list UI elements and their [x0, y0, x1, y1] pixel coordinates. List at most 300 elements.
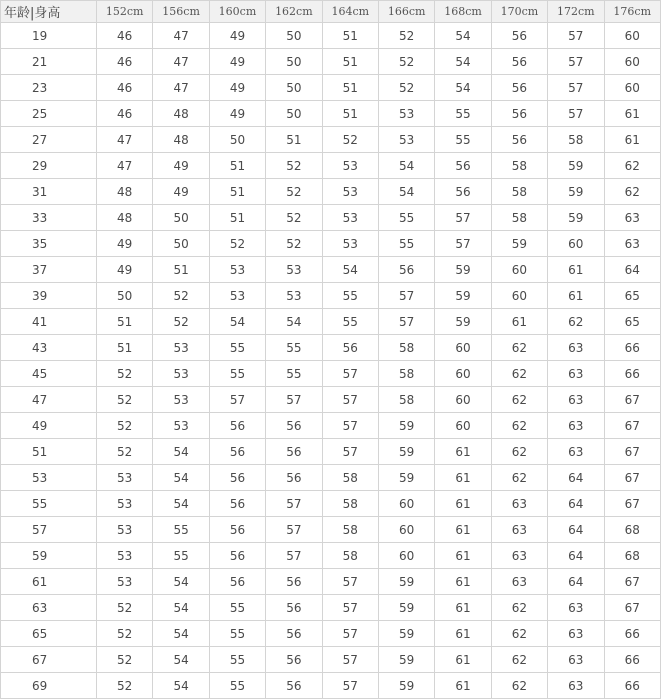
table-row [1, 75, 661, 101]
weight-cell: 56 [322, 335, 378, 361]
weight-cell: 50 [153, 231, 209, 257]
age-cell: 41 [1, 309, 97, 335]
table-row [1, 543, 661, 569]
table-row [1, 49, 661, 75]
weight-cell: 55 [209, 647, 265, 673]
weight-cell: 51 [322, 23, 378, 49]
weight-cell: 64 [548, 491, 604, 517]
weight-cell: 58 [378, 361, 434, 387]
age-cell: 55 [1, 491, 97, 517]
weight-cell: 60 [378, 517, 434, 543]
table-row [1, 621, 661, 647]
weight-cell: 52 [153, 283, 209, 309]
weight-cell: 62 [604, 179, 660, 205]
weight-cell: 57 [322, 387, 378, 413]
weight-cell: 57 [548, 23, 604, 49]
column-header-156cm: 156cm [153, 1, 209, 23]
weight-cell: 59 [435, 309, 491, 335]
weight-cell: 55 [266, 335, 322, 361]
weight-cell: 60 [435, 413, 491, 439]
table-row [1, 101, 661, 127]
table-row [1, 439, 661, 465]
age-cell: 65 [1, 621, 97, 647]
weight-cell: 66 [604, 673, 660, 699]
weight-cell: 61 [435, 491, 491, 517]
weight-cell: 53 [266, 283, 322, 309]
weight-cell: 61 [435, 465, 491, 491]
weight-cell: 61 [435, 439, 491, 465]
weight-cell: 52 [266, 205, 322, 231]
weight-cell: 52 [97, 387, 153, 413]
weight-cell: 67 [604, 413, 660, 439]
weight-cell: 58 [378, 335, 434, 361]
age-cell: 49 [1, 413, 97, 439]
weight-cell: 51 [97, 335, 153, 361]
table-row [1, 205, 661, 231]
weight-cell: 56 [209, 465, 265, 491]
weight-cell: 51 [209, 205, 265, 231]
weight-cell: 60 [604, 75, 660, 101]
weight-cell: 66 [604, 361, 660, 387]
weight-cell: 50 [153, 205, 209, 231]
weight-cell: 56 [491, 49, 547, 75]
weight-cell: 59 [378, 569, 434, 595]
weight-cell: 63 [548, 361, 604, 387]
weight-cell: 52 [97, 647, 153, 673]
weight-cell: 53 [209, 257, 265, 283]
weight-cell: 57 [322, 361, 378, 387]
weight-cell: 53 [153, 387, 209, 413]
weight-cell: 62 [604, 153, 660, 179]
weight-cell: 57 [322, 595, 378, 621]
weight-cell: 67 [604, 569, 660, 595]
column-header-164cm: 164cm [322, 1, 378, 23]
weight-cell: 67 [604, 465, 660, 491]
weight-cell: 48 [97, 179, 153, 205]
weight-cell: 56 [266, 647, 322, 673]
weight-cell: 46 [97, 23, 153, 49]
weight-cell: 66 [604, 621, 660, 647]
weight-cell: 48 [97, 205, 153, 231]
weight-cell: 56 [266, 439, 322, 465]
weight-cell: 64 [548, 543, 604, 569]
age-cell: 51 [1, 439, 97, 465]
weight-cell: 54 [209, 309, 265, 335]
weight-cell: 61 [435, 595, 491, 621]
weight-cell: 50 [266, 101, 322, 127]
weight-cell: 56 [378, 257, 434, 283]
weight-cell: 62 [491, 439, 547, 465]
column-header-162cm: 162cm [266, 1, 322, 23]
table-row [1, 517, 661, 543]
weight-cell: 53 [97, 543, 153, 569]
age-cell: 59 [1, 543, 97, 569]
weight-cell: 54 [153, 673, 209, 699]
table-row [1, 569, 661, 595]
table-row [1, 387, 661, 413]
weight-cell: 47 [97, 127, 153, 153]
weight-cell: 56 [209, 439, 265, 465]
weight-cell: 56 [435, 153, 491, 179]
weight-cell: 47 [153, 75, 209, 101]
weight-cell: 55 [209, 335, 265, 361]
weight-cell: 57 [378, 309, 434, 335]
weight-cell: 50 [209, 127, 265, 153]
weight-cell: 50 [266, 23, 322, 49]
weight-cell: 53 [97, 569, 153, 595]
weight-cell: 52 [378, 75, 434, 101]
weight-cell: 60 [435, 387, 491, 413]
weight-cell: 58 [548, 127, 604, 153]
weight-cell: 60 [378, 491, 434, 517]
weight-cell: 52 [209, 231, 265, 257]
weight-cell: 52 [266, 179, 322, 205]
weight-cell: 68 [604, 517, 660, 543]
weight-cell: 56 [266, 465, 322, 491]
table-row [1, 491, 661, 517]
table-row [1, 23, 661, 49]
weight-cell: 67 [604, 491, 660, 517]
weight-cell: 63 [604, 205, 660, 231]
weight-cell: 60 [604, 49, 660, 75]
weight-cell: 59 [378, 465, 434, 491]
table-row [1, 595, 661, 621]
weight-cell: 55 [266, 361, 322, 387]
weight-cell: 52 [266, 231, 322, 257]
age-cell: 69 [1, 673, 97, 699]
weight-cell: 56 [491, 23, 547, 49]
weight-cell: 56 [266, 413, 322, 439]
weight-cell: 55 [322, 309, 378, 335]
weight-cell: 53 [322, 153, 378, 179]
weight-cell: 54 [322, 257, 378, 283]
table-row [1, 413, 661, 439]
weight-cell: 57 [378, 283, 434, 309]
weight-cell: 60 [435, 335, 491, 361]
weight-cell: 67 [604, 595, 660, 621]
weight-cell: 53 [209, 283, 265, 309]
weight-cell: 53 [322, 231, 378, 257]
weight-cell: 55 [435, 127, 491, 153]
weight-cell: 58 [491, 179, 547, 205]
weight-cell: 58 [491, 153, 547, 179]
weight-cell: 57 [322, 439, 378, 465]
weight-cell: 51 [322, 49, 378, 75]
weight-cell: 56 [209, 517, 265, 543]
weight-cell: 47 [97, 153, 153, 179]
weight-cell: 50 [266, 49, 322, 75]
table-row [1, 465, 661, 491]
table-row [1, 283, 661, 309]
weight-cell: 63 [548, 439, 604, 465]
weight-cell: 56 [266, 673, 322, 699]
age-cell: 43 [1, 335, 97, 361]
weight-cell: 60 [378, 543, 434, 569]
weight-cell: 48 [153, 101, 209, 127]
weight-cell: 54 [153, 491, 209, 517]
age-cell: 35 [1, 231, 97, 257]
weight-cell: 63 [491, 569, 547, 595]
weight-cell: 52 [97, 413, 153, 439]
age-cell: 53 [1, 465, 97, 491]
age-cell: 21 [1, 49, 97, 75]
weight-cell: 62 [491, 647, 547, 673]
weight-cell: 53 [97, 465, 153, 491]
corner-header-cell: 年龄|身高 [1, 1, 97, 23]
age-cell: 67 [1, 647, 97, 673]
weight-cell: 62 [548, 309, 604, 335]
weight-cell: 54 [378, 153, 434, 179]
weight-cell: 57 [266, 517, 322, 543]
weight-cell: 56 [491, 101, 547, 127]
weight-cell: 68 [604, 543, 660, 569]
weight-cell: 55 [322, 283, 378, 309]
weight-cell: 61 [548, 283, 604, 309]
weight-cell: 54 [378, 179, 434, 205]
weight-cell: 59 [548, 153, 604, 179]
weight-cell: 63 [548, 335, 604, 361]
weight-cell: 52 [97, 595, 153, 621]
weight-cell: 57 [322, 413, 378, 439]
weight-cell: 54 [153, 647, 209, 673]
weight-cell: 57 [548, 49, 604, 75]
weight-cell: 53 [378, 101, 434, 127]
weight-cell: 63 [548, 647, 604, 673]
weight-cell: 54 [266, 309, 322, 335]
weight-cell: 63 [491, 491, 547, 517]
weight-cell: 51 [322, 75, 378, 101]
table-body [1, 23, 661, 699]
weight-cell: 54 [153, 439, 209, 465]
weight-cell: 51 [153, 257, 209, 283]
weight-cell: 61 [435, 621, 491, 647]
weight-cell: 61 [435, 517, 491, 543]
weight-cell: 56 [209, 491, 265, 517]
weight-cell: 55 [435, 101, 491, 127]
weight-cell: 61 [435, 569, 491, 595]
weight-cell: 52 [378, 49, 434, 75]
weight-cell: 64 [548, 517, 604, 543]
weight-cell: 56 [491, 75, 547, 101]
weight-cell: 46 [97, 101, 153, 127]
age-cell: 39 [1, 283, 97, 309]
weight-cell: 62 [491, 595, 547, 621]
table-row [1, 127, 661, 153]
weight-cell: 66 [604, 335, 660, 361]
weight-cell: 61 [604, 127, 660, 153]
age-cell: 57 [1, 517, 97, 543]
weight-cell: 63 [548, 595, 604, 621]
weight-cell: 49 [209, 49, 265, 75]
weight-cell: 61 [604, 101, 660, 127]
age-cell: 63 [1, 595, 97, 621]
weight-cell: 51 [322, 101, 378, 127]
weight-cell: 57 [266, 387, 322, 413]
age-cell: 31 [1, 179, 97, 205]
weight-cell: 61 [435, 673, 491, 699]
age-cell: 27 [1, 127, 97, 153]
weight-cell: 60 [491, 283, 547, 309]
weight-cell: 58 [322, 517, 378, 543]
weight-cell: 62 [491, 387, 547, 413]
column-header-172cm: 172cm [548, 1, 604, 23]
weight-cell: 50 [97, 283, 153, 309]
weight-cell: 63 [548, 387, 604, 413]
column-header-160cm: 160cm [209, 1, 265, 23]
weight-cell: 59 [548, 205, 604, 231]
weight-cell: 55 [209, 595, 265, 621]
weight-cell: 62 [491, 413, 547, 439]
weight-cell: 61 [491, 309, 547, 335]
weight-cell: 54 [153, 465, 209, 491]
weight-cell: 57 [322, 647, 378, 673]
weight-cell: 47 [153, 23, 209, 49]
header-row [1, 1, 661, 23]
weight-cell: 59 [378, 439, 434, 465]
weight-cell: 52 [97, 361, 153, 387]
weight-cell: 52 [322, 127, 378, 153]
table-row [1, 179, 661, 205]
weight-cell: 55 [153, 517, 209, 543]
weight-cell: 58 [491, 205, 547, 231]
weight-cell: 50 [266, 75, 322, 101]
weight-cell: 55 [378, 231, 434, 257]
weight-cell: 57 [266, 491, 322, 517]
column-header-166cm: 166cm [378, 1, 434, 23]
weight-cell: 55 [209, 673, 265, 699]
weight-cell: 63 [491, 517, 547, 543]
weight-cell: 56 [209, 413, 265, 439]
weight-cell: 64 [548, 569, 604, 595]
weight-cell: 62 [491, 335, 547, 361]
weight-cell: 57 [435, 231, 491, 257]
weight-cell: 62 [491, 673, 547, 699]
weight-cell: 49 [209, 75, 265, 101]
weight-cell: 64 [604, 257, 660, 283]
weight-cell: 57 [548, 75, 604, 101]
weight-cell: 58 [322, 543, 378, 569]
weight-cell: 51 [97, 309, 153, 335]
age-cell: 25 [1, 101, 97, 127]
weight-cell: 49 [97, 231, 153, 257]
weight-cell: 63 [604, 231, 660, 257]
weight-cell: 60 [548, 231, 604, 257]
weight-cell: 49 [209, 23, 265, 49]
age-cell: 29 [1, 153, 97, 179]
weight-cell: 57 [548, 101, 604, 127]
weight-cell: 46 [97, 75, 153, 101]
table-row [1, 309, 661, 335]
weight-cell: 52 [97, 621, 153, 647]
table-row [1, 153, 661, 179]
age-cell: 37 [1, 257, 97, 283]
weight-cell: 61 [435, 543, 491, 569]
weight-cell: 51 [209, 179, 265, 205]
weight-cell: 56 [266, 621, 322, 647]
weight-cell: 53 [153, 361, 209, 387]
column-header-168cm: 168cm [435, 1, 491, 23]
weight-cell: 55 [209, 361, 265, 387]
weight-cell: 57 [435, 205, 491, 231]
weight-cell: 58 [322, 491, 378, 517]
weight-cell: 58 [322, 465, 378, 491]
weight-cell: 54 [435, 75, 491, 101]
weight-cell: 51 [209, 153, 265, 179]
weight-cell: 53 [153, 335, 209, 361]
weight-cell: 55 [209, 621, 265, 647]
weight-cell: 55 [378, 205, 434, 231]
weight-cell: 53 [378, 127, 434, 153]
weight-cell: 49 [153, 179, 209, 205]
weight-cell: 53 [153, 413, 209, 439]
age-cell: 33 [1, 205, 97, 231]
weight-cell: 54 [153, 621, 209, 647]
weight-cell: 54 [153, 569, 209, 595]
weight-cell: 59 [435, 257, 491, 283]
column-header-176cm: 176cm [604, 1, 660, 23]
weight-cell: 54 [435, 49, 491, 75]
age-cell: 61 [1, 569, 97, 595]
weight-cell: 52 [97, 673, 153, 699]
weight-cell: 63 [548, 413, 604, 439]
weight-cell: 59 [378, 673, 434, 699]
table-header [1, 1, 661, 23]
weight-cell: 57 [322, 569, 378, 595]
weight-cell: 49 [209, 101, 265, 127]
weight-cell: 59 [378, 595, 434, 621]
weight-cell: 52 [97, 439, 153, 465]
weight-cell: 65 [604, 283, 660, 309]
weight-cell: 62 [491, 361, 547, 387]
weight-cell: 64 [548, 465, 604, 491]
weight-cell: 66 [604, 647, 660, 673]
weight-cell: 54 [153, 595, 209, 621]
weight-cell: 59 [435, 283, 491, 309]
weight-cell: 52 [266, 153, 322, 179]
weight-cell: 52 [153, 309, 209, 335]
weight-cell: 56 [209, 543, 265, 569]
weight-cell: 59 [378, 621, 434, 647]
weight-cell: 49 [153, 153, 209, 179]
table-row [1, 673, 661, 699]
weight-cell: 56 [266, 595, 322, 621]
age-cell: 45 [1, 361, 97, 387]
weight-cell: 67 [604, 439, 660, 465]
weight-cell: 58 [378, 387, 434, 413]
table-row [1, 335, 661, 361]
weight-cell: 60 [435, 361, 491, 387]
weight-cell: 57 [209, 387, 265, 413]
weight-cell: 53 [97, 491, 153, 517]
weight-cell: 53 [97, 517, 153, 543]
table-row [1, 647, 661, 673]
weight-cell: 48 [153, 127, 209, 153]
weight-cell: 53 [266, 257, 322, 283]
column-header-170cm: 170cm [491, 1, 547, 23]
weight-cell: 57 [322, 621, 378, 647]
weight-cell: 67 [604, 387, 660, 413]
table-row [1, 361, 661, 387]
weight-cell: 59 [491, 231, 547, 257]
weight-cell: 63 [548, 673, 604, 699]
weight-cell: 46 [97, 49, 153, 75]
weight-cell: 52 [378, 23, 434, 49]
table-row [1, 231, 661, 257]
weight-cell: 56 [209, 569, 265, 595]
weight-cell: 49 [97, 257, 153, 283]
weight-cell: 47 [153, 49, 209, 75]
weight-cell: 59 [378, 647, 434, 673]
